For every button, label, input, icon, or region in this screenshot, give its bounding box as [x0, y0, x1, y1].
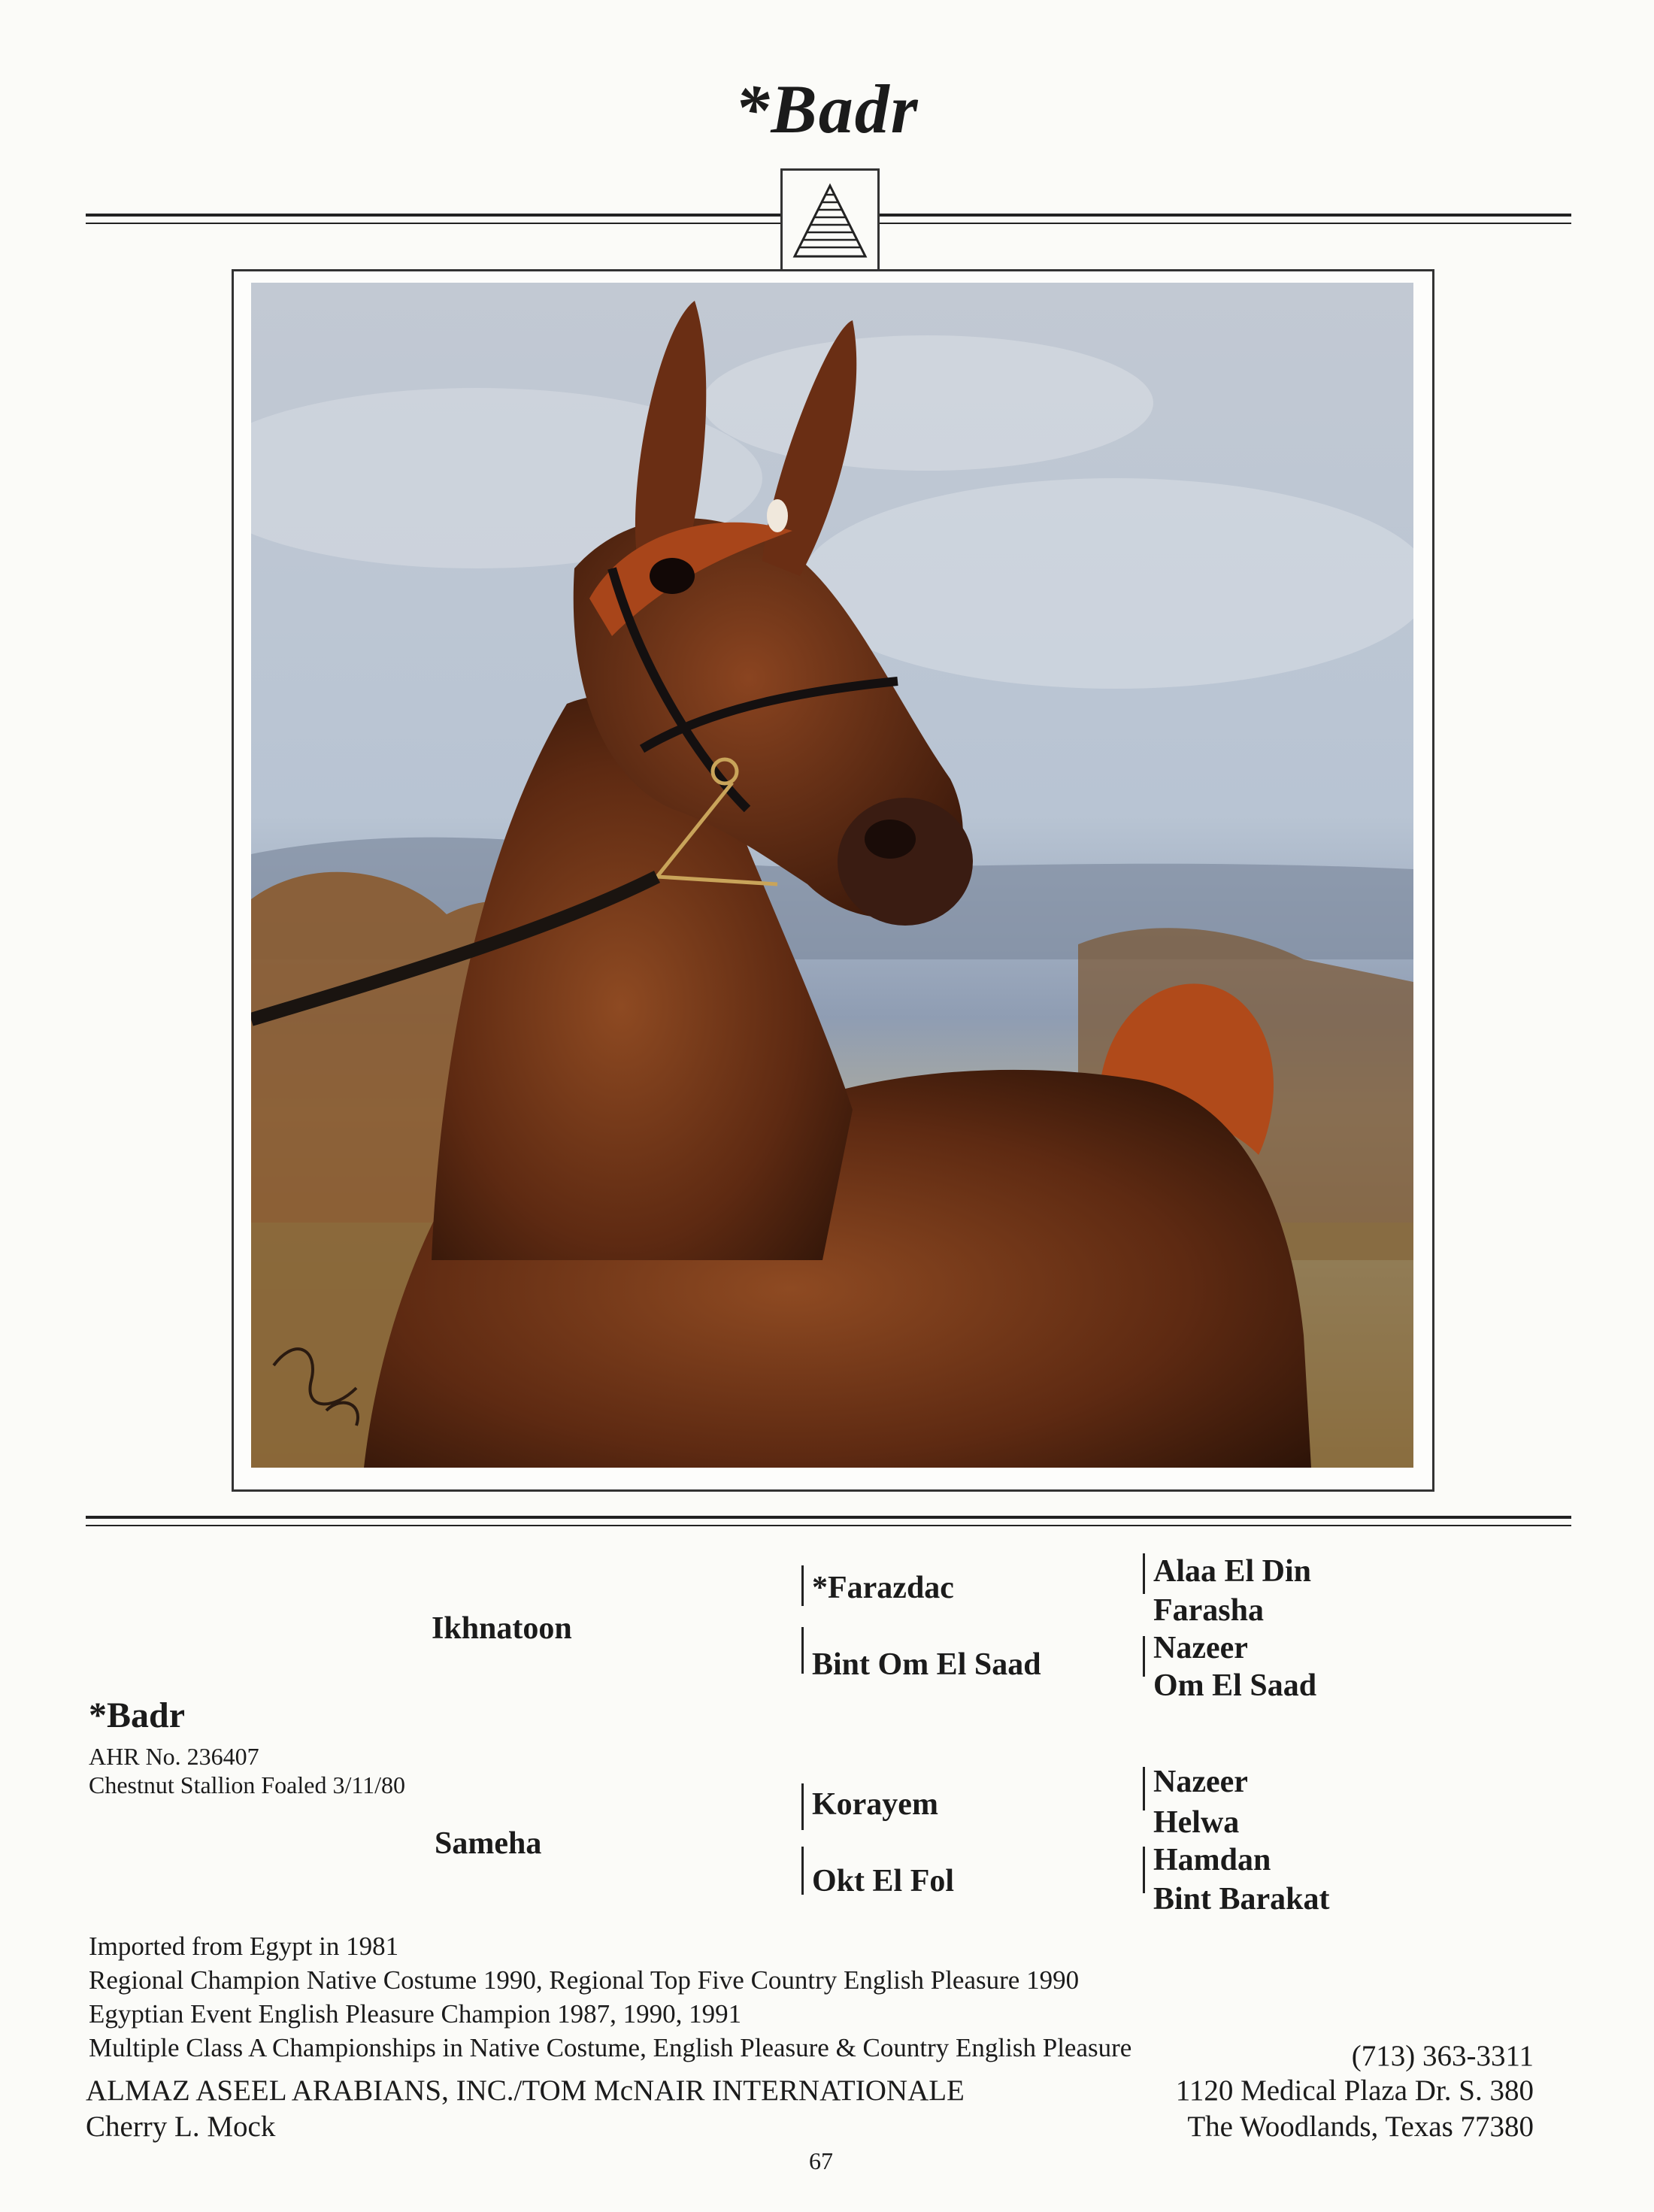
registration-number: AHR No. 236407 — [89, 1743, 259, 1770]
address-line-1: 1120 Medical Plaza Dr. S. 380 — [1175, 2074, 1534, 2107]
horse-photo — [251, 283, 1413, 1468]
pedigree-rule-top — [86, 1516, 1571, 1519]
pedigree-connector — [1143, 1553, 1145, 1594]
achievement-item: Imported from Egypt in 1981 — [89, 1932, 399, 1961]
sire-name: Ikhnatoon — [432, 1611, 572, 1646]
address-line-2: The Woodlands, Texas 77380 — [1187, 2110, 1534, 2143]
pedigree-connector — [801, 1847, 804, 1895]
ggp-8: Bint Barakat — [1153, 1882, 1330, 1917]
page-number: 67 — [809, 2147, 833, 2174]
achievements-list — [89, 1929, 1367, 2065]
phone-number: (713) 363-3311 — [1351, 2040, 1534, 2072]
ggp-6: Helwa — [1153, 1805, 1240, 1840]
pedigree-rule-bottom — [86, 1525, 1571, 1526]
sire-sire-name: *Farazdac — [812, 1571, 954, 1605]
dam-name: Sameha — [435, 1826, 542, 1861]
ggp-5: Nazeer — [1153, 1765, 1248, 1799]
pedigree-connector — [1143, 1767, 1145, 1811]
ggp-4: Om El Saad — [1153, 1668, 1317, 1703]
contact-name: Cherry L. Mock — [86, 2110, 276, 2143]
achievement-item: Egyptian Event English Pleasure Champion 1987, 1990, 1991 — [89, 1999, 742, 2029]
owner-name: ALMAZ ASEEL ARABIANS, INC./TOM McNAIR INTERNATIONALE — [86, 2074, 965, 2107]
pedigree-connector — [1143, 1636, 1145, 1677]
pedigree-connector — [1143, 1847, 1145, 1893]
dam-sire-name: Korayem — [812, 1787, 938, 1822]
horse-name: *Badr — [89, 1695, 186, 1735]
achievement-item: Multiple Class A Championships in Native Costume, English Pleasure & Country English Pleasure — [89, 2033, 1132, 2062]
ggp-3: Nazeer — [1153, 1631, 1248, 1665]
horse-description: Chestnut Stallion Foaled 3/11/80 — [89, 1771, 406, 1798]
pyramid-logo-icon — [780, 168, 880, 272]
pedigree-connector — [801, 1627, 804, 1674]
pedigree-connector — [801, 1783, 804, 1830]
dam-dam-name: Okt El Fol — [812, 1864, 955, 1898]
page-title: *Badr — [735, 71, 919, 147]
ggp-7: Hamdan — [1153, 1843, 1271, 1877]
achievement-item: Regional Champion Native Costume 1990, Regional Top Five Country English Pleasure 1990 — [89, 1965, 1080, 1995]
pedigree-connector — [801, 1565, 804, 1606]
ggp-1: Alaa El Din — [1153, 1554, 1312, 1589]
ggp-2: Farasha — [1153, 1593, 1264, 1628]
sire-dam-name: Bint Om El Saad — [812, 1647, 1041, 1682]
